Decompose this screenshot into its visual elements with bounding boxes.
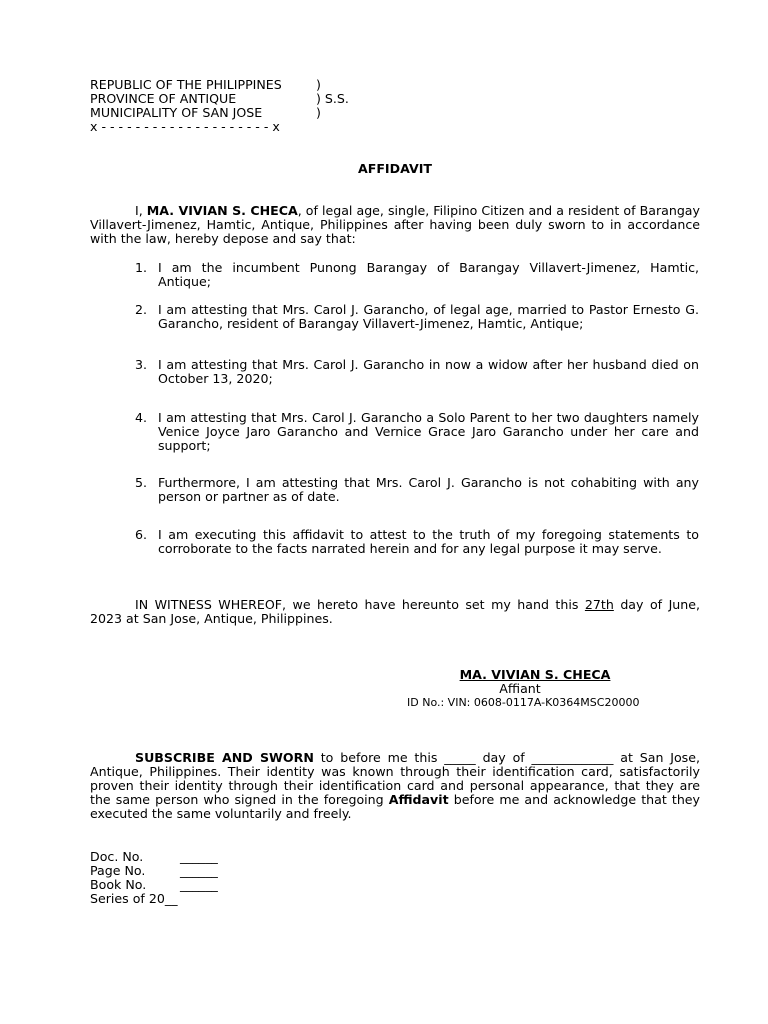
intro-paragraph	[90, 204, 700, 246]
statement-item	[135, 357, 699, 386]
witness-paragraph	[90, 598, 700, 626]
venue-paren: )	[316, 77, 321, 92]
statement-text: I am executing this affidavit to attest to the truth of my foregoing statements to corroborate to the facts narrated herein and for any legal purpose it may serve.	[158, 527, 699, 556]
venue-paren: )	[316, 105, 321, 120]
venue-line	[90, 78, 390, 92]
statement-number: 5.	[135, 475, 148, 490]
venue-province: PROVINCE OF ANTIQUE	[90, 91, 237, 106]
notarial-register	[90, 850, 290, 906]
statement-text: I am attesting that Mrs. Carol J. Garancho, of legal age, married to Pastor Ernesto G. Garancho, resident of Barangay Villavert-Jimenez, Hamtic, Antique;	[158, 302, 699, 331]
venue-block	[90, 78, 390, 134]
jurat-document-word: Affidavit	[388, 792, 449, 807]
signature-name: MA. VIVIAN S. CHECA	[459, 667, 611, 682]
statement-number: 2.	[135, 302, 148, 317]
statement-item	[135, 527, 699, 556]
series-row: Series of 20__	[90, 891, 178, 906]
venue-line	[90, 106, 390, 120]
statement-text: I am attesting that Mrs. Carol J. Garancho in now a widow after her husband died on October 13, 2020;	[158, 357, 699, 386]
statement-text: Furthermore, I am attesting that Mrs. Carol J. Garancho is not cohabiting with any person or partner as of date.	[158, 475, 699, 504]
statement-item	[135, 410, 699, 453]
statement-item	[135, 260, 699, 289]
witness-day: 27th	[584, 597, 614, 612]
statement-text: I am attesting that Mrs. Carol J. Garancho a Solo Parent to her two daughters namely Venice Joyce Jaro Garancho and Vernice Grace Jaro Garancho under her care and support;	[158, 410, 699, 453]
jurat-lead: SUBSCRIBE AND SWORN	[135, 750, 314, 765]
jurat-text: to before me this _____ day of _____________ at San Jose, Antique, Philippines. Their identity was known through their identification card, satisfactorily proven their identity through their identification card and personal appearance, that they are the same person who signed in the foregoing	[90, 750, 700, 807]
doc-number-label: Doc. No.	[90, 849, 144, 864]
venue-municipality: MUNICIPALITY OF SAN JOSE	[90, 105, 263, 120]
statement-number: 1.	[135, 260, 148, 275]
venue-ss: ) S.S.	[316, 91, 349, 106]
book-number-row	[90, 878, 290, 892]
signature-role: Affiant	[499, 681, 541, 696]
page-number-row	[90, 864, 290, 878]
venue-country: REPUBLIC OF THE PHILIPPINES	[90, 77, 282, 92]
book-number-blank: ______	[180, 877, 218, 892]
statement-item	[135, 302, 699, 331]
statement-item	[135, 475, 699, 504]
witness-text-after: day of June, 2023 at San Jose, Antique, Philippines.	[90, 597, 700, 626]
affiant-name: MA. VIVIAN S. CHECA	[146, 203, 298, 218]
statement-number: 6.	[135, 527, 148, 542]
page-number-label: Page No.	[90, 863, 146, 878]
venue-line	[90, 92, 390, 106]
statement-number: 4.	[135, 410, 148, 425]
jurat-text-end: before me and acknowledge that they executed the same voluntarily and freely.	[90, 792, 701, 821]
signature-id-number: ID No.: VIN: 0608-0117A-K0364MSC20000	[407, 696, 640, 709]
doc-number-blank: ______	[180, 849, 218, 864]
statement-number: 3.	[135, 357, 148, 372]
document-title: AFFIDAVIT	[357, 161, 432, 176]
jurat-paragraph	[90, 751, 700, 821]
doc-number-row	[90, 850, 290, 864]
venue-separator: x - - - - - - - - - - - - - - - - - - - - x	[90, 119, 280, 134]
statement-text: I am the incumbent Punong Barangay of Barangay Villavert-Jimenez, Hamtic, Antique;	[158, 260, 699, 289]
intro-prefix: I,	[135, 203, 147, 218]
witness-text-before: IN WITNESS WHEREOF, we hereto have hereunto set my hand this	[135, 597, 585, 612]
book-number-label: Book No.	[90, 877, 147, 892]
intro-text: , of legal age, single, Filipino Citizen and a resident of Barangay Villavert-Jimenez, Hamtic, Antique, Philippines after having been duly sworn to in accordance with the law, hereby depose and say that:	[90, 203, 700, 246]
page-number-blank: ______	[180, 863, 218, 878]
